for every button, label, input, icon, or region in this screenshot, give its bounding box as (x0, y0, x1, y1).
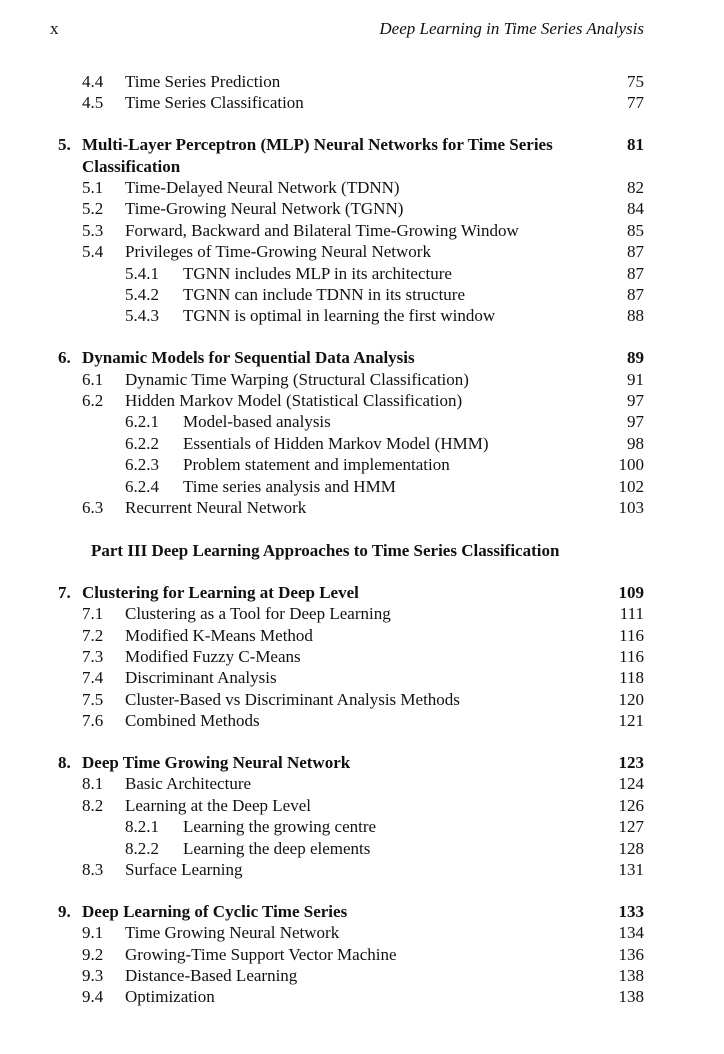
entry-title: Optimization (125, 987, 215, 1007)
entry-title: Part III Deep Learning Approaches to Time Series Classification (91, 540, 560, 560)
entry-page: 138 (618, 966, 644, 986)
entry-title: Hidden Markov Model (Statistical Classification) (125, 391, 463, 411)
entry-page: 111 (619, 604, 644, 624)
entry-number: 5. (58, 135, 71, 155)
entry-number: 5.4 (82, 242, 104, 262)
entry-number: 7. (58, 582, 71, 602)
toc-section-entry (0, 689, 724, 710)
toc-section-entry (0, 795, 724, 816)
entry-number: 5.4.3 (125, 306, 159, 326)
toc-section-entry (0, 986, 724, 1007)
entry-title: Distance-Based Learning (125, 966, 298, 986)
entry-number: 5.4.1 (125, 263, 159, 283)
toc-section-entry (0, 263, 724, 284)
toc-chapter-entry (0, 582, 724, 603)
toc-section-entry (0, 284, 724, 305)
entry-page: 123 (618, 753, 644, 773)
running-header-title: Deep Learning in Time Series Analysis (379, 19, 644, 38)
entry-page: 138 (618, 987, 644, 1007)
entry-page: 97 (627, 412, 644, 432)
entry-page: 127 (618, 817, 644, 837)
entry-title: Time Growing Neural Network (125, 923, 340, 943)
toc-section-entry (0, 497, 724, 518)
entry-page: 97 (627, 391, 644, 411)
entry-page: 116 (619, 625, 644, 645)
entry-page: 87 (627, 285, 644, 305)
entry-number: 8.2.1 (125, 817, 159, 837)
entry-page: 82 (627, 178, 644, 198)
entry-page: 109 (618, 582, 644, 602)
page-number: x (50, 19, 59, 38)
entry-page: 131 (618, 860, 644, 880)
toc-section-entry (0, 433, 724, 454)
entry-number: 8.3 (82, 860, 104, 880)
toc-section-entry (0, 369, 724, 390)
entry-title: Time Series Classification (125, 93, 304, 113)
entry-title: Clustering as a Tool for Deep Learning (125, 604, 391, 624)
entry-page: 126 (618, 795, 644, 815)
entry-page: 128 (618, 838, 644, 858)
entry-page: 121 (618, 711, 644, 731)
toc-section-entry (0, 454, 724, 475)
entry-title: Cluster-Based vs Discriminant Analysis Methods (125, 689, 460, 709)
entry-number: 6. (58, 348, 71, 368)
entry-title: Problem statement and implementation (183, 455, 450, 475)
entry-title: Combined Methods (125, 711, 260, 731)
entry-number: 6.2.4 (125, 476, 159, 496)
entry-number: 6.3 (82, 498, 104, 518)
entry-title: Growing-Time Support Vector Machine (125, 944, 397, 964)
toc-chapter-entry (0, 752, 724, 773)
entry-number: 6.2.3 (125, 455, 159, 475)
toc-section-entry (0, 838, 724, 859)
entry-number: 8.2.2 (125, 838, 159, 858)
entry-title: Multi-Layer Perceptron (MLP) Neural Networks for Time Series Classification (82, 135, 553, 176)
entry-number: 8.1 (82, 774, 104, 794)
entry-number: 7.3 (82, 647, 104, 666)
entry-number: 9.4 (82, 987, 104, 1007)
toc-section-entry (0, 773, 724, 794)
entry-title: Deep Time Growing Neural Network (82, 753, 351, 773)
entry-number: 7.2 (82, 625, 104, 645)
entry-title: Privileges of Time-Growing Neural Network (125, 242, 431, 262)
entry-page: 77 (627, 93, 644, 113)
entry-page: 136 (618, 944, 644, 964)
entry-number: 5.1 (82, 178, 104, 198)
toc-section-entry (0, 177, 724, 198)
toc-chapter-entry (0, 901, 724, 922)
entry-page: 103 (618, 498, 644, 518)
entry-title: Recurrent Neural Network (125, 498, 307, 518)
entry-title: Time-Delayed Neural Network (TDNN) (125, 178, 400, 198)
toc-section-entry (0, 241, 724, 262)
table-of-contents (0, 71, 724, 1008)
entry-page: 75 (627, 72, 644, 91)
entry-title: Modified K-Means Method (125, 625, 313, 645)
entry-page: 134 (618, 923, 644, 943)
toc-section-entry (0, 922, 724, 943)
entry-page: 98 (627, 433, 644, 453)
entry-title: Clustering for Learning at Deep Level (82, 582, 359, 602)
entry-number: 5.4.2 (125, 285, 159, 305)
toc-section-entry (0, 816, 724, 837)
entry-number: 5.2 (82, 199, 104, 219)
entry-title: Dynamic Time Warping (Structural Classification) (125, 369, 469, 389)
toc-section-entry (0, 476, 724, 497)
entry-title: Model-based analysis (183, 412, 331, 432)
entry-page: 81 (627, 135, 644, 155)
entry-title: Time Series Prediction (125, 72, 281, 91)
toc-section-entry (0, 305, 724, 326)
entry-page: 120 (618, 689, 644, 709)
entry-title: Learning at the Deep Level (125, 795, 311, 815)
entry-number: 6.2.1 (125, 412, 159, 432)
toc-section-entry (0, 646, 724, 667)
entry-title: Forward, Backward and Bilateral Time-Growing Window (125, 220, 519, 240)
entry-page: 87 (627, 263, 644, 283)
toc-section-entry (0, 944, 724, 965)
entry-number: 4.5 (82, 93, 104, 113)
entry-page: 89 (627, 348, 644, 368)
entry-page: 87 (627, 242, 644, 262)
toc-section-entry (0, 92, 724, 113)
entry-title: Learning the deep elements (183, 838, 371, 858)
entry-title: Modified Fuzzy C-Means (125, 647, 301, 666)
toc-chapter-entry (0, 134, 724, 177)
toc-section-entry (0, 859, 724, 880)
entry-number: 9.2 (82, 944, 104, 964)
entry-number: 6.2.2 (125, 433, 159, 453)
entry-number: 7.1 (82, 604, 104, 624)
toc-section-entry (0, 625, 724, 646)
entry-title: Deep Learning of Cyclic Time Series (82, 901, 348, 921)
entry-number: 7.4 (82, 668, 104, 688)
toc-section-entry (0, 390, 724, 411)
entry-number: 9.1 (82, 923, 104, 943)
entry-page: 100 (618, 455, 644, 475)
toc-section-entry (0, 71, 724, 92)
entry-number: 9.3 (82, 966, 104, 986)
entry-page: 116 (619, 647, 644, 666)
entry-title: TGNN is optimal in learning the first window (183, 306, 496, 326)
toc-section-entry (0, 198, 724, 219)
entry-page: 88 (627, 306, 644, 326)
entry-number: 7.6 (82, 711, 104, 731)
entry-number: 7.5 (82, 689, 104, 709)
toc-section-entry (0, 411, 724, 432)
toc-section-entry (0, 710, 724, 731)
toc-section-entry (0, 667, 724, 688)
entry-title: Time series analysis and HMM (183, 476, 396, 496)
entry-title: TGNN includes MLP in its architecture (183, 263, 452, 283)
toc-part-heading (0, 540, 724, 561)
toc-section-entry (0, 603, 724, 624)
entry-number: 4.4 (82, 72, 104, 91)
entry-title: Surface Learning (125, 860, 243, 880)
entry-title: Learning the growing centre (183, 817, 377, 837)
entry-title: TGNN can include TDNN in its structure (183, 285, 466, 305)
toc-section-entry (0, 965, 724, 986)
entry-page: 102 (618, 476, 644, 496)
entry-page: 85 (627, 220, 644, 240)
entry-page: 91 (627, 369, 644, 389)
entry-number: 5.3 (82, 220, 104, 240)
toc-section-entry (0, 220, 724, 241)
toc-chapter-entry (0, 347, 724, 368)
entry-page: 118 (619, 668, 644, 688)
entry-number: 8.2 (82, 795, 104, 815)
entry-title: Essentials of Hidden Markov Model (HMM) (183, 433, 489, 453)
entry-page: 124 (618, 774, 644, 794)
entry-title: Basic Architecture (125, 774, 252, 794)
entry-page: 84 (627, 199, 644, 219)
entry-number: 6.2 (82, 391, 104, 411)
entry-page: 133 (618, 901, 644, 921)
entry-number: 8. (58, 753, 71, 773)
entry-title: Time-Growing Neural Network (TGNN) (125, 199, 404, 219)
entry-title: Dynamic Models for Sequential Data Analysis (82, 348, 415, 368)
entry-number: 6.1 (82, 369, 104, 389)
entry-number: 9. (58, 901, 71, 921)
entry-title: Discriminant Analysis (125, 668, 277, 688)
